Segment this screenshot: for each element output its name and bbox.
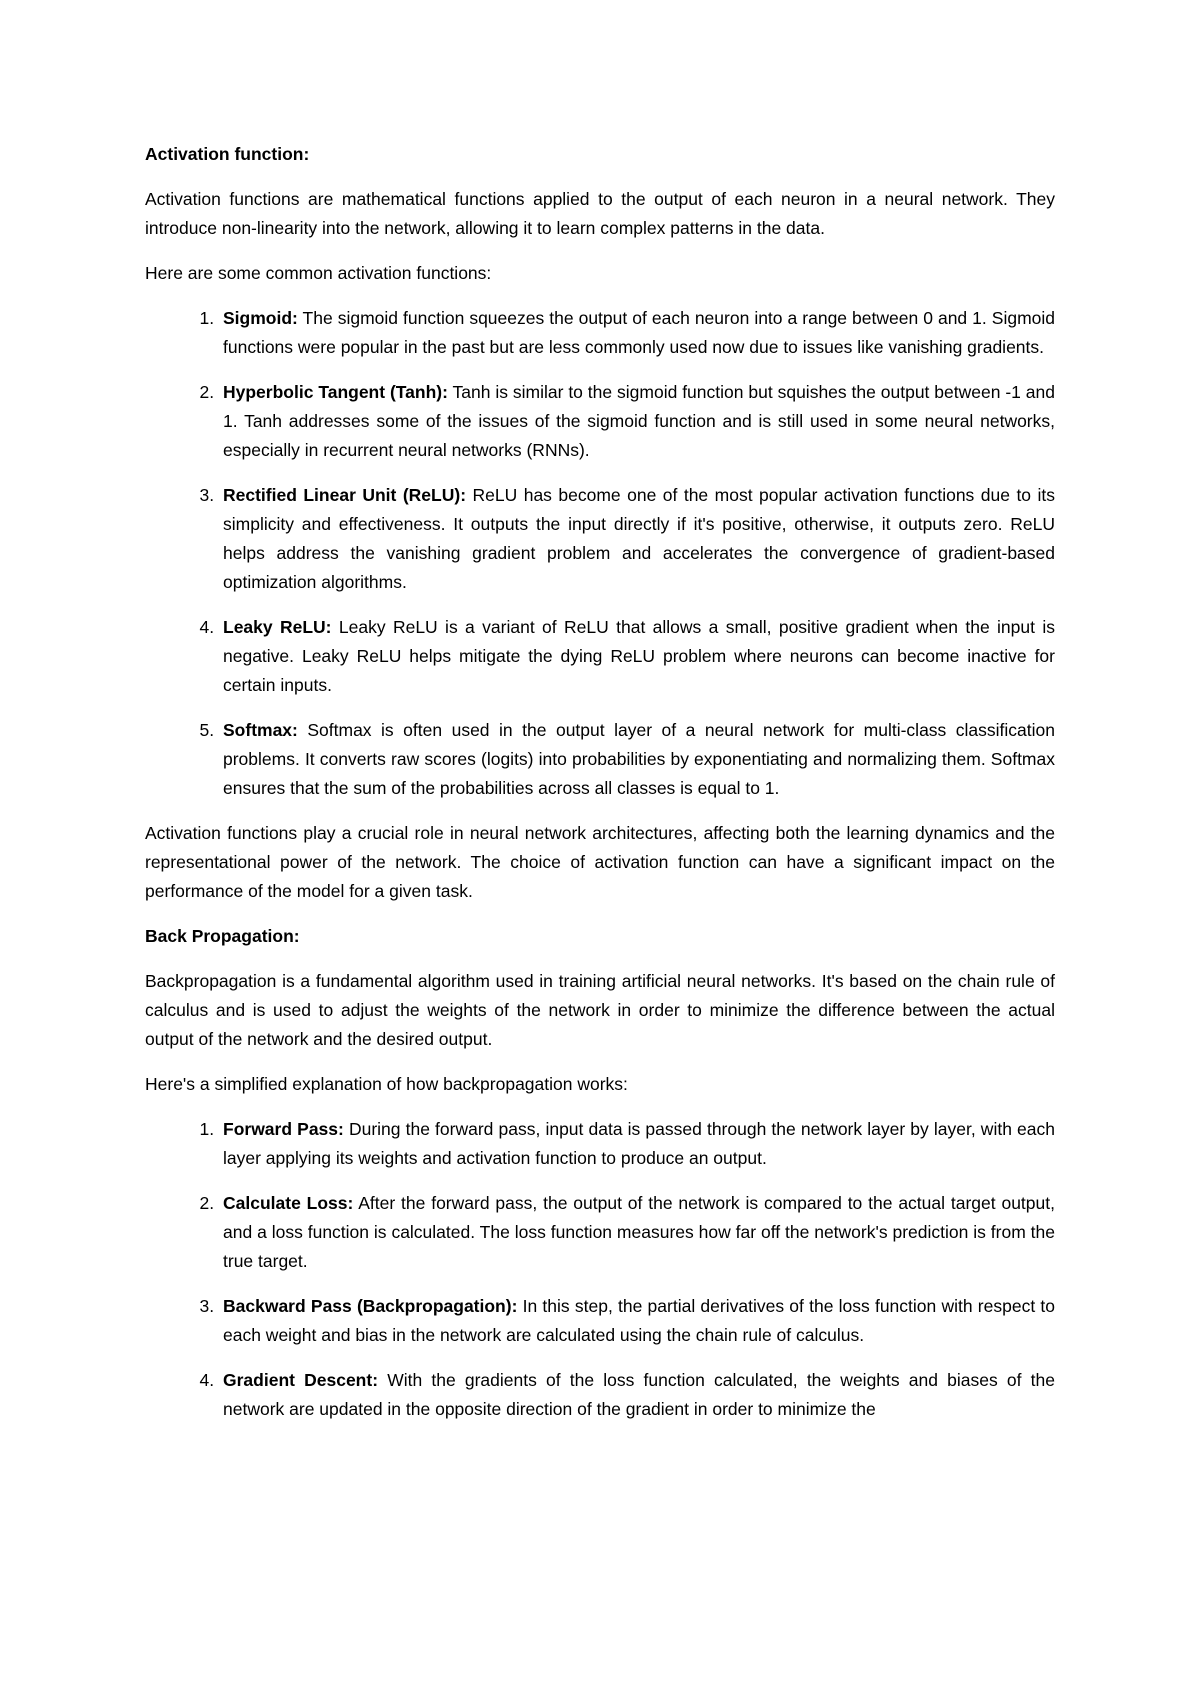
backprop-list-intro: Here's a simplified explanation of how backpropagation works: (145, 1074, 628, 1094)
term-relu: Rectified Linear Unit (ReLU): (223, 485, 467, 505)
list-item-text: Leaky ReLU is a variant of ReLU that allows a small, positive gradient when the input is negative. Leaky ReLU helps mitigate the dying ReLU problem where neurons can become inactive for certain inputs. (223, 617, 1055, 695)
list-item (219, 378, 1055, 465)
list-item (219, 1115, 1055, 1173)
term-leaky-relu: Leaky ReLU: (223, 617, 332, 637)
term-backward-pass: Backward Pass (Backpropagation): (223, 1296, 518, 1316)
activation-intro: Activation functions are mathematical functions applied to the output of each neuron in a neural network. They introduce non-linearity into the network, allowing it to learn complex patterns in the data. (145, 189, 1055, 238)
list-item-text: ReLU has become one of the most popular activation functions due to its simplicity and effectiveness. It outputs the input directly if it's positive, otherwise, it outputs zero. ReLU helps address the vanishing gradient problem and accelerates the convergence of gradient-based optimization algorithms. (223, 485, 1055, 592)
term-calculate-loss: Calculate Loss: (223, 1193, 354, 1213)
list-item (219, 1292, 1055, 1350)
backprop-steps-list (145, 1115, 1055, 1424)
activation-list-intro: Here are some common activation functions: (145, 263, 492, 283)
list-item-text: During the forward pass, input data is passed through the network layer by layer, with each layer applying its weights and activation function to produce an output. (223, 1119, 1055, 1168)
term-sigmoid: Sigmoid: (223, 308, 298, 328)
list-item-text: The sigmoid function squeezes the output of each neuron into a range between 0 and 1. Sigmoid functions were popular in the past but are less commonly used now due to issues like vanishing gradients. (223, 308, 1055, 357)
backprop-intro: Backpropagation is a fundamental algorithm used in training artificial neural networks. It's based on the chain rule of calculus and is used to adjust the weights of the network in order to minimize the difference between the actual output of the network and the desired output. (145, 971, 1055, 1049)
activation-conclusion: Activation functions play a crucial role in neural network architectures, affecting both the learning dynamics and the representational power of the network. The choice of activation function can have a significant impact on the performance of the model for a given task. (145, 823, 1055, 901)
list-item-text: After the forward pass, the output of the network is compared to the actual target output, and a loss function is calculated. The loss function measures how far off the network's prediction is from the true target. (223, 1193, 1055, 1271)
list-item-text: Softmax is often used in the output layer of a neural network for multi-class classification problems. It converts raw scores (logits) into probabilities by exponentiating and normalizing them. Softmax ensures that the sum of the probabilities across all classes is equal to 1. (223, 720, 1055, 798)
list-item (219, 304, 1055, 362)
list-item (219, 716, 1055, 803)
list-item-text: Tanh is similar to the sigmoid function but squishes the output between -1 and 1. Tanh addresses some of the issues of the sigmoid function and is still used in some neural networks, especially in recurrent neural networks (RNNs). (223, 382, 1055, 460)
document-page (145, 140, 1055, 1440)
list-item (219, 1189, 1055, 1276)
activation-heading: Activation function: (145, 144, 310, 164)
backprop-heading: Back Propagation: (145, 926, 300, 946)
term-softmax: Softmax: (223, 720, 298, 740)
list-item (219, 481, 1055, 597)
list-item-text: With the gradients of the loss function calculated, the weights and biases of the network are updated in the opposite direction of the gradient in order to minimize the (223, 1370, 1056, 1419)
term-forward-pass: Forward Pass: (223, 1119, 344, 1139)
list-item (219, 613, 1055, 700)
list-item-text: In this step, the partial derivatives of the loss function with respect to each weight and bias in the network are calculated using the chain rule of calculus. (223, 1296, 1055, 1345)
term-tanh: Hyperbolic Tangent (Tanh): (223, 382, 448, 402)
list-item (219, 1366, 1055, 1424)
activation-functions-list (145, 304, 1055, 803)
term-gradient-descent: Gradient Descent: (223, 1370, 379, 1390)
